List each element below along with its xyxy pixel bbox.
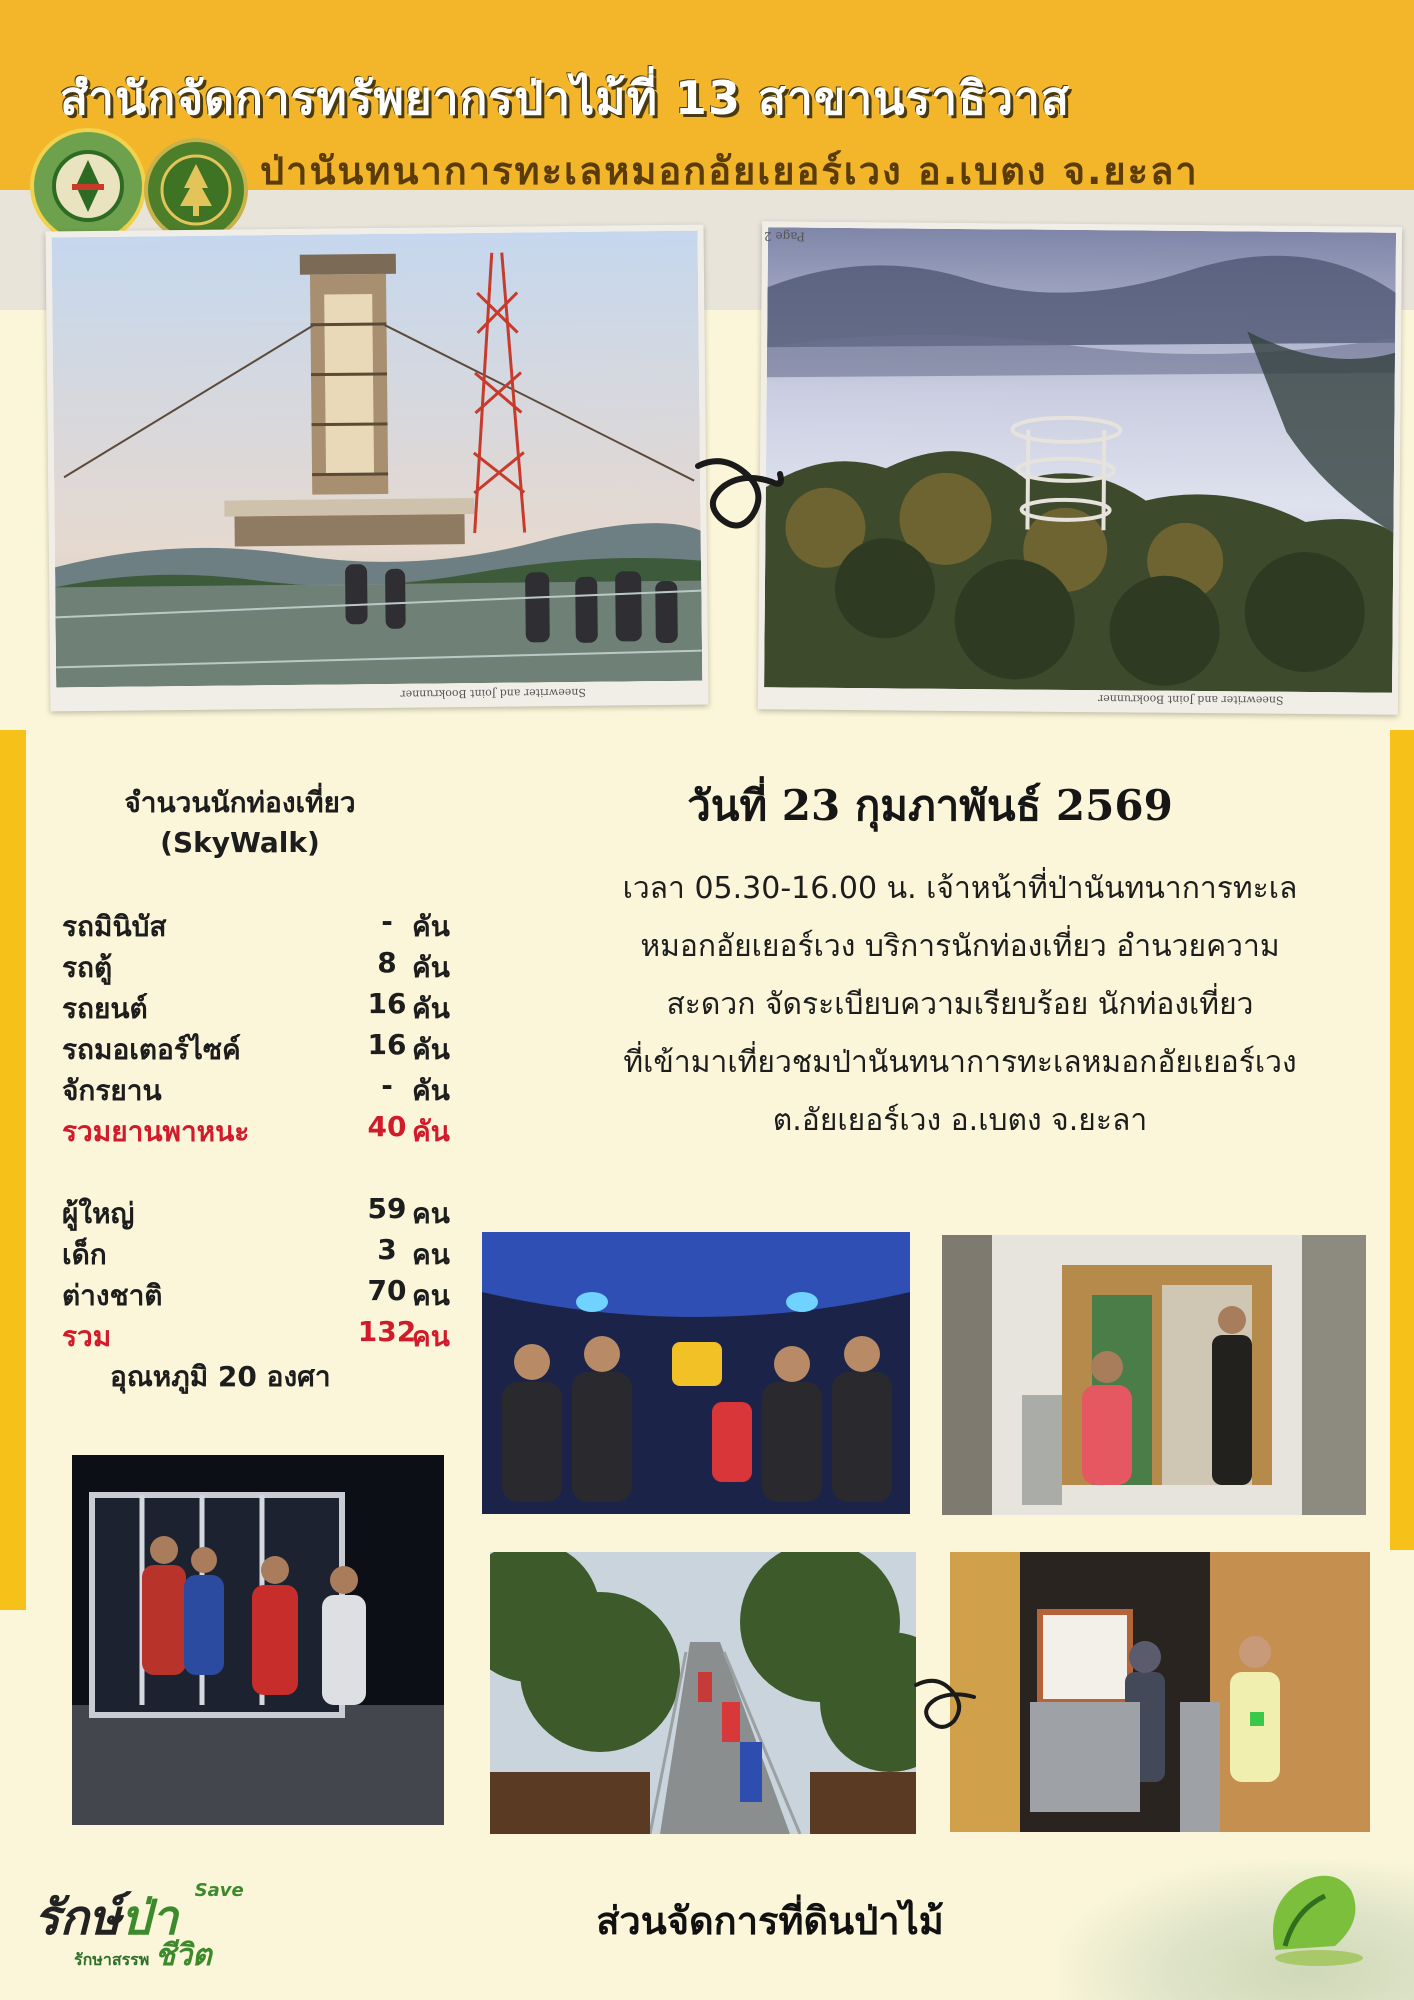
ticket-gate-photo [950,1552,1370,1832]
save-forest-subtitle [74,1932,212,1979]
tree-emblem-icon [158,152,234,228]
stat-unit: คัน [412,1115,450,1148]
stat-value: 16 [367,1028,407,1061]
brand-text-a: รักษ์ [34,1890,121,1946]
report-paragraph [560,860,1360,1150]
page-title: สำนักจัดการทรัพยากรป่าไม้ที่ 13 สาขานราธิวาส [60,71,1070,125]
photo-scribble-left: Sneewriter and Joint Bookrunner [400,685,586,701]
report-date: วันที่ 23 กุมภาพันธ์ 2569 [687,781,1173,830]
stat-row-bicycle [62,1069,462,1109]
stat-row-children [62,1233,462,1273]
report-line: สะดวก จัดระเบียบความเรียบร้อย นักท่องเที่ยว [666,987,1254,1022]
stat-row-van [62,946,462,986]
stat-row-minibus [62,905,462,945]
stat-value: 3 [377,1233,397,1266]
stat-label: รวม [62,1320,112,1353]
left-accent-bar [0,730,26,1610]
stat-unit: คัน [412,1074,450,1107]
page-mark: Page 2 [763,229,805,244]
stat-value: 40 [367,1110,407,1143]
brand-text-b: ป่า [120,1890,178,1946]
photo-shuttle-interior [482,1232,910,1514]
stat-value: 132 [357,1315,417,1348]
visitor-stats-title-line1: จำนวนนักท่องเที่ยว [124,786,356,819]
stat-row-motorcycle [62,1028,462,1068]
stat-row-vehicles-total [62,1110,462,1150]
stat-unit: คัน [412,910,450,943]
report-line: ที่เข้ามาเที่ยวชมป่านันทนาการทะเลหมอกอัยเยอร์เวง [623,1045,1297,1080]
stat-value: 8 [377,946,397,979]
stat-label: รถมอเตอร์ไซค์ [62,1033,241,1066]
brand-save: Save [194,1880,244,1901]
stat-unit: คน [412,1197,450,1230]
night-group-photo [72,1455,444,1825]
stat-row-car [62,987,462,1027]
stat-row-foreigners [62,1274,462,1314]
stat-label: ต่างชาติ [62,1279,163,1312]
photo-forest-walkway [490,1552,916,1834]
stat-value: - [381,1069,393,1102]
stat-label: ผู้ใหญ่ [62,1197,135,1230]
stat-label: จักรยาน [62,1074,162,1107]
royal-forest-seal-logo [30,128,146,244]
stat-label: รถตู้ [62,951,113,984]
recreation-forest-logo [1255,1860,1375,1970]
brand-life: ชีวิต [154,1938,212,1973]
skywalk-tower-photo [52,231,703,688]
seal-icon [48,146,128,226]
photo-entrance-gate [942,1235,1366,1515]
binder-clip-small-icon [912,1675,982,1735]
stat-value: - [381,905,393,938]
department-name: ส่วนจัดการที่ดินป่าไม้ [596,1899,944,1943]
report-line: เวลา 05.30-16.00 น. เจ้าหน้าที่ป่านันทนาการทะเล [622,871,1298,906]
photo-night-group [72,1455,444,1825]
stat-unit: คัน [412,951,450,984]
page-subtitle: ป่านันทนาการทะเลหมอกอัยเยอร์เวง อ.เบตง จ.ยะลา [260,149,1199,193]
report-line: หมอกอัยเยอร์เวง บริการนักท่องเที่ยว อำนวยความ [640,929,1280,964]
stat-label: รถยนต์ [62,992,148,1025]
stat-unit: คน [412,1238,450,1271]
binder-clip-icon [692,452,788,538]
stat-value: 59 [367,1192,407,1225]
stat-unit: คน [412,1320,450,1353]
right-accent-bar [1390,730,1414,1550]
stat-unit: คัน [412,1033,450,1066]
stat-value: 70 [367,1274,407,1307]
photo-frame-skywalk-tower [46,225,709,712]
temperature-note: อุณหภูมิ 20 องศา [110,1360,331,1393]
sea-of-mist-photo [764,227,1396,692]
entrance-gate-photo [942,1235,1366,1515]
stat-row-people-total [62,1315,462,1355]
visitor-stats-title-line2: (SkyWalk) [160,826,320,859]
stat-label: เด็ก [62,1238,107,1271]
photo-scribble-right: Sneewriter and Joint Bookrunner [1097,692,1284,707]
report-line: ต.อัยเยอร์เวง อ.เบตง จ.ยะลา [772,1103,1148,1138]
stat-unit: คัน [412,992,450,1025]
stat-label: รถมินิบัส [62,910,167,943]
brand-sub-text: รักษาสรรพ [74,1950,150,1969]
photo-ticket-gate [950,1552,1370,1832]
stat-row-adults [62,1192,462,1232]
forest-walkway-photo [490,1552,916,1834]
photo-frame-sea-of-mist [758,221,1402,715]
stat-value: 16 [367,987,407,1020]
shuttle-interior-photo [482,1232,910,1514]
forest-department-logo [144,138,248,242]
stat-label: รวมยานพาหนะ [62,1115,250,1148]
visitor-stats-title [60,783,420,863]
stat-unit: คน [412,1279,450,1312]
